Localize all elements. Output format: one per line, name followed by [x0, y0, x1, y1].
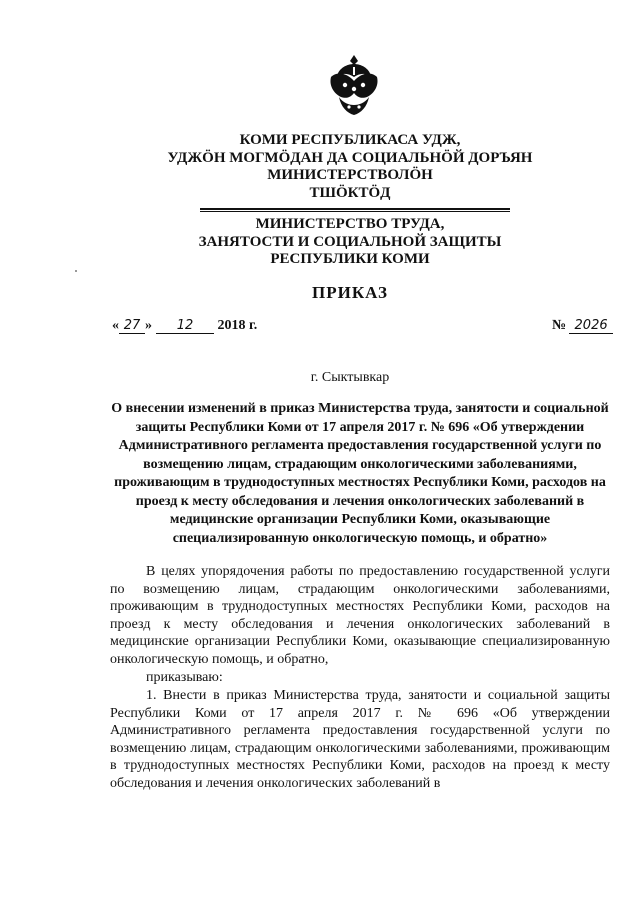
- komi-header: [60, 132, 640, 202]
- number-label: №: [552, 318, 567, 333]
- russian-header-line: ЗАНЯТОСТИ И СОЦИАЛЬНОЙ ЗАЩИТЫ: [198, 233, 502, 250]
- coat-of-arms-emblem: [327, 55, 381, 117]
- date-month: 12: [156, 319, 214, 334]
- date-day: 27: [119, 319, 145, 334]
- date-open-quote: «: [112, 318, 119, 333]
- date-close-quote: »: [145, 318, 152, 333]
- header-divider: [200, 211, 510, 212]
- scan-dot: [75, 270, 77, 272]
- date-year: 2018 г.: [217, 318, 258, 333]
- order-subject: О внесении изменений в приказ Министерства труда, занятости и социальной защиты Республики Коми от 17 апреля 2017 г. № 696 «Об утверждении Административного регламента предоставления государственной услуги по возмещению лицам, страдающим онкологическими заболеваниями, проживающим в труднодоступных местностях Республики Коми, расходов на проезд к месту обследования и лечения онкологических заболеваний в медицинские организации Республики Коми, оказывающие специализированную онкологическую помощь, и обратно»: [111, 401, 609, 546]
- body-paragraph-preamble: В целях упорядочения работы по предоставлению государственной услуги по возмещению лицам, страдающим онкологическими заболеваниями, проживающим в труднодоступных местностях Республики Коми, расходов на проезд к месту обследования и лечения онкологических заболеваний в медицинские организации Республики Коми, оказывающие специализированную онкологическую помощь, и обратно,: [110, 564, 610, 667]
- russian-header-line: РЕСПУБЛИКИ КОМИ: [270, 251, 430, 267]
- city-line: г. Сыктывкар: [310, 370, 390, 385]
- order-number: [552, 318, 613, 334]
- body-paragraph-item-1: 1. Внести в приказ Министерства труда, занятости и социальной защиты Республики Коми от 17 апреля 2017 г. № 696 «Об утверждении Административного регламента предоставления государственной услуги по возмещению лицам, страдающим онкологическими заболеваниями, проживающим в труднодоступных местностях Республики Коми, расходов на проезд к месту обследования и лечения онкологических заболеваний в: [110, 688, 610, 791]
- russian-header: [60, 216, 640, 269]
- komi-header-line: КОМИ РЕСПУБЛИКАСА УДЖ,: [239, 132, 461, 148]
- komi-header-line: УДЖÖН МОГМÖДАН ДА СОЦИАЛЬНÖЙ ДОРЪЯН: [167, 149, 533, 166]
- russian-header-line: МИНИСТЕРСТВО ТРУДА,: [255, 216, 445, 232]
- komi-header-line: МИНИСТЕРСТВОЛÖН: [267, 167, 433, 183]
- document-title: ПРИКАЗ: [312, 283, 388, 302]
- order-date: [112, 318, 257, 334]
- number-value: 2026: [569, 319, 613, 334]
- komi-header-line: ТШÖКТÖД: [309, 184, 391, 201]
- body-paragraph-order: приказываю:: [146, 670, 223, 685]
- header-divider: [200, 208, 510, 210]
